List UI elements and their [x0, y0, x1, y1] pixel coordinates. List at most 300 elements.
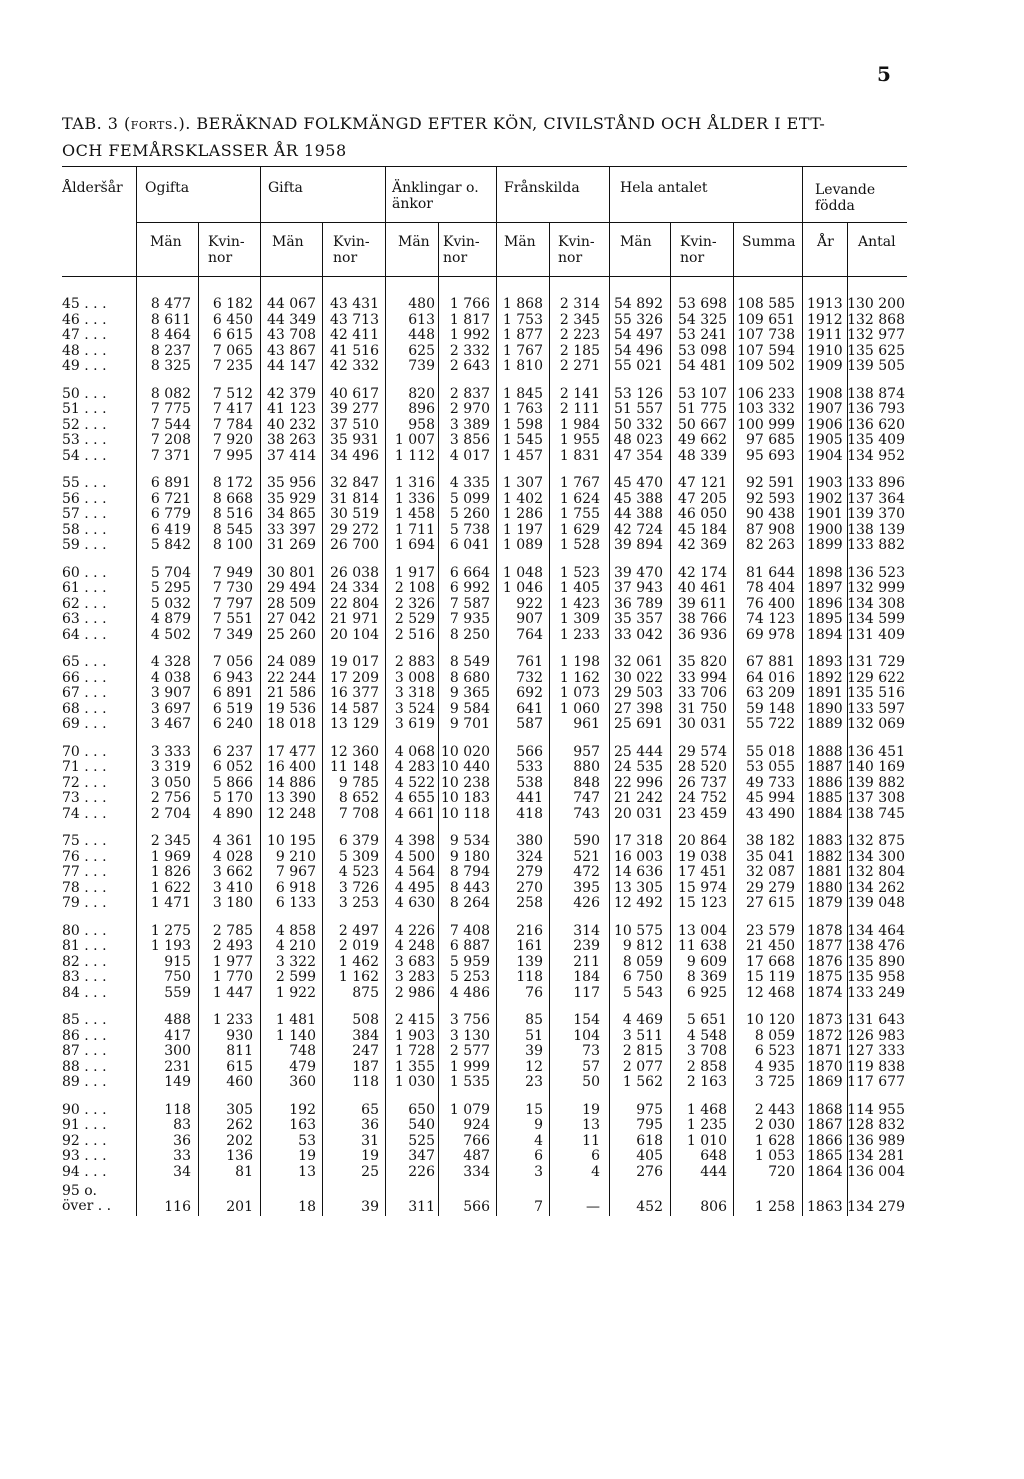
- age-label: 71 . . .: [62, 759, 107, 776]
- table-cell: 922: [516, 595, 543, 612]
- table-cell: 4: [534, 1132, 543, 1149]
- table-cell: 8 237: [150, 342, 191, 359]
- birth-year-cell: 1869: [807, 1074, 843, 1091]
- table-cell: 2 077: [622, 1058, 663, 1075]
- table-cell: 613: [408, 311, 435, 328]
- age-label: 75 . . .: [62, 833, 107, 849]
- table-cell: 13: [298, 1163, 316, 1180]
- birth-year-cell: 1910: [807, 342, 843, 359]
- age-label: 50 . . .: [62, 385, 107, 402]
- table-cell: 133 896: [847, 475, 905, 491]
- birth-year-cell: 1913: [807, 296, 843, 312]
- table-cell: 4 038: [150, 669, 191, 686]
- table-cell: 19: [361, 1148, 379, 1165]
- table-cell: 28 509: [267, 595, 316, 612]
- table-cell: 53 241: [678, 327, 727, 344]
- table-cell: 26 737: [678, 774, 727, 791]
- table-cell: 40 461: [678, 580, 727, 597]
- birth-year-cell: 1878: [807, 922, 843, 939]
- age-label: 91 . . .: [62, 1117, 107, 1134]
- table-cell: 4 248: [394, 938, 435, 955]
- table-cell: 3 319: [150, 759, 191, 776]
- age-label: 55 . . .: [62, 475, 107, 491]
- table-cell: 2 529: [394, 611, 435, 628]
- table-cell: 184: [573, 969, 600, 986]
- table-cell: 1 447: [212, 984, 253, 1001]
- age-label: 63 . . .: [62, 611, 107, 628]
- table-cell: 83: [173, 1117, 191, 1134]
- table-cell: 487: [463, 1148, 490, 1165]
- table-cell: 3 050: [150, 774, 191, 791]
- table-cell: 38 263: [267, 432, 316, 449]
- table-cell: 37 414: [267, 447, 316, 464]
- table-cell: 14 886: [267, 774, 316, 791]
- table-cell: 3 697: [150, 700, 191, 717]
- birth-year-cell: 1888: [807, 743, 843, 760]
- table-cell: 54 325: [678, 311, 727, 328]
- table-cell: 1 711: [394, 521, 435, 538]
- table-cell: 132 875: [847, 833, 905, 849]
- header-ar: År: [817, 234, 834, 250]
- table-cell: 1 316: [394, 475, 435, 491]
- table-cell: 35 931: [330, 432, 379, 449]
- table-cell: 262: [226, 1117, 253, 1134]
- table-cell: 732: [516, 669, 543, 686]
- table-cell: 625: [408, 342, 435, 359]
- table-cell: 53 098: [678, 342, 727, 359]
- table-cell: 8 443: [449, 879, 490, 896]
- table-cell: 137 308: [847, 790, 905, 807]
- table-cell: 540: [408, 1117, 435, 1134]
- table-cell: 139 048: [847, 895, 905, 912]
- table-cell: 750: [164, 969, 191, 986]
- table-cell: 615: [226, 1058, 253, 1075]
- table-cell: 18: [298, 1199, 316, 1215]
- birth-year-cell: 1882: [807, 848, 843, 865]
- table-cell: 97 685: [746, 432, 795, 449]
- table-cell: 13 004: [678, 922, 727, 939]
- table-cell: 22 996: [614, 774, 663, 791]
- table-cell: 51 557: [614, 401, 663, 418]
- table-cell: 92 591: [746, 475, 795, 491]
- table-cell: 54 892: [614, 296, 663, 312]
- table-cell: 6 237: [212, 743, 253, 760]
- table-cell: 6 779: [150, 506, 191, 523]
- table-cell: 16 003: [614, 848, 663, 865]
- table-cell: 8 369: [686, 969, 727, 986]
- table-cell: 2 141: [559, 385, 600, 402]
- table-cell: 6 615: [212, 327, 253, 344]
- table-cell: 15: [525, 1101, 543, 1118]
- table-cell: 149: [164, 1074, 191, 1091]
- table-cell: 74 123: [746, 611, 795, 628]
- table-cell: 19 017: [330, 654, 379, 670]
- birth-year-cell: 1889: [807, 716, 843, 733]
- table-cell: 1 977: [212, 953, 253, 970]
- birth-year-cell: 1866: [807, 1132, 843, 1149]
- age-label: 51 . . .: [62, 401, 107, 418]
- table-cell: 25 444: [614, 743, 663, 760]
- table-cell: 2 497: [338, 922, 379, 939]
- table-cell: 43 713: [330, 311, 379, 328]
- table-cell: 3 725: [754, 1074, 795, 1091]
- table-cell: 380: [516, 833, 543, 849]
- table-cell: 134 599: [847, 611, 905, 628]
- table-cell: 820: [408, 385, 435, 402]
- table-cell: 107 594: [737, 342, 795, 359]
- age-label: 62 . . .: [62, 595, 107, 612]
- table-cell: 28 520: [678, 759, 727, 776]
- birth-year-cell: 1898: [807, 564, 843, 581]
- table-cell: 59 148: [746, 700, 795, 717]
- table-cell: 4: [591, 1163, 600, 1180]
- table-cell: 163: [289, 1117, 316, 1134]
- header-summa: Summa: [742, 234, 796, 250]
- table-cell: 538: [516, 774, 543, 791]
- table-cell: 132 069: [847, 716, 905, 733]
- table-cell: 1 767: [502, 342, 543, 359]
- header-top-rule: [62, 166, 907, 167]
- table-cell: 9 180: [449, 848, 490, 865]
- table-cell: 5 170: [212, 790, 253, 807]
- table-cell: 48 023: [614, 432, 663, 449]
- table-cell: 27 398: [614, 700, 663, 717]
- table-cell: 7 784: [212, 416, 253, 433]
- title-line-2: OCH FEMÅRSKLASSER ÅR 1958: [62, 141, 347, 160]
- table-cell: 1 458: [394, 506, 435, 523]
- table-cell: 27 042: [267, 611, 316, 628]
- table-cell: 37 510: [330, 416, 379, 433]
- table-cell: 1 468: [686, 1101, 727, 1118]
- table-cell: 35 929: [267, 490, 316, 507]
- birth-year-cell: 1909: [807, 358, 843, 375]
- table-cell: 35 956: [267, 475, 316, 491]
- table-cell: 134 952: [847, 447, 905, 464]
- table-cell: 4 017: [449, 447, 490, 464]
- header-gifta: Gifta: [268, 180, 303, 196]
- age-label: 66 . . .: [62, 669, 107, 686]
- table-cell: 692: [516, 685, 543, 702]
- table-cell: 13: [582, 1117, 600, 1134]
- table-cell: 6 721: [150, 490, 191, 507]
- table-cell: 21 971: [330, 611, 379, 628]
- table-cell: 590: [573, 833, 600, 849]
- table-cell: 17 318: [614, 833, 663, 849]
- table-cell: 39: [525, 1043, 543, 1060]
- age-label: 58 . . .: [62, 521, 107, 538]
- table-cell: 8 325: [150, 358, 191, 375]
- table-cell: 2 314: [559, 296, 600, 312]
- table-cell: 479: [289, 1058, 316, 1075]
- birth-year-cell: 1891: [807, 685, 843, 702]
- table-cell: 38 182: [746, 833, 795, 849]
- table-cell: 6 891: [150, 475, 191, 491]
- header-antal: Antal: [858, 234, 896, 250]
- table-cell: 1 917: [394, 564, 435, 581]
- table-cell: 10 183: [441, 790, 490, 807]
- table-cell: 488: [164, 1012, 191, 1028]
- table-cell: 134 262: [847, 879, 905, 896]
- table-cell: 2 223: [559, 327, 600, 344]
- table-cell: 33 994: [678, 669, 727, 686]
- table-cell: 1 984: [559, 416, 600, 433]
- table-cell: 508: [352, 1012, 379, 1028]
- birth-year-cell: 1867: [807, 1117, 843, 1134]
- age-label: 61 . . .: [62, 580, 107, 597]
- table-cell: 10 118: [441, 805, 490, 822]
- table-cell: 6 664: [449, 564, 490, 581]
- table-cell: 161: [516, 938, 543, 955]
- table-cell: 29 574: [678, 743, 727, 760]
- table-cell: 2 756: [150, 790, 191, 807]
- table-cell: 1 030: [394, 1074, 435, 1091]
- table-cell: 15 123: [678, 895, 727, 912]
- table-cell: 4 361: [212, 833, 253, 849]
- birth-year-cell: 1875: [807, 969, 843, 986]
- table-cell: 53 698: [678, 296, 727, 312]
- table-cell: 24 752: [678, 790, 727, 807]
- age-label: 49 . . .: [62, 358, 107, 375]
- table-cell: 29 503: [614, 685, 663, 702]
- table-cell: 25: [361, 1163, 379, 1180]
- table-cell: 43 490: [746, 805, 795, 822]
- table-cell: 7 920: [212, 432, 253, 449]
- table-cell: 33 042: [614, 626, 663, 643]
- table-cell: 1 048: [502, 564, 543, 581]
- table-cell: 521: [573, 848, 600, 865]
- age-label: 87 . . .: [62, 1043, 107, 1060]
- table-cell: 21 242: [614, 790, 663, 807]
- table-cell: 19 038: [678, 848, 727, 865]
- table-cell: 1 624: [559, 490, 600, 507]
- header-gifta-nor: nor: [333, 250, 358, 266]
- table-cell: 587: [516, 716, 543, 733]
- table-cell: 47 121: [678, 475, 727, 491]
- table-cell: 2 815: [622, 1043, 663, 1060]
- table-cell: 2 883: [394, 654, 435, 670]
- table-cell: 7 544: [150, 416, 191, 433]
- table-cell: 1 755: [559, 506, 600, 523]
- table-cell: 460: [226, 1074, 253, 1091]
- table-cell: 3 283: [394, 969, 435, 986]
- table-cell: 452: [636, 1199, 663, 1215]
- table-cell: 7 235: [212, 358, 253, 375]
- table-cell: 30 031: [678, 716, 727, 733]
- table-cell: 5 099: [449, 490, 490, 507]
- table-cell: 136 620: [847, 416, 905, 433]
- table-cell: 139 505: [847, 358, 905, 375]
- table-cell: 4 398: [394, 833, 435, 849]
- table-cell: 118: [352, 1074, 379, 1091]
- table-cell: 29 272: [330, 521, 379, 538]
- table-cell: 4 890: [212, 805, 253, 822]
- age-label: 53 . . .: [62, 432, 107, 449]
- table-cell: 525: [408, 1132, 435, 1149]
- table-cell: 134 464: [847, 922, 905, 939]
- table-cell: 2 577: [449, 1043, 490, 1060]
- table-cell: 39 611: [678, 595, 727, 612]
- table-cell: 16 400: [267, 759, 316, 776]
- table-cell: 7 995: [212, 447, 253, 464]
- table-cell: 33 397: [267, 521, 316, 538]
- table-cell: 1 728: [394, 1043, 435, 1060]
- table-cell: 7 949: [212, 564, 253, 581]
- birth-year-cell: 1900: [807, 521, 843, 538]
- table-cell: 1 462: [338, 953, 379, 970]
- table-cell: 42 379: [267, 385, 316, 402]
- table-cell: 1 622: [150, 879, 191, 896]
- birth-year-cell: 1886: [807, 774, 843, 791]
- birth-year-cell: 1906: [807, 416, 843, 433]
- table-cell: 417: [164, 1027, 191, 1044]
- table-cell: 472: [573, 864, 600, 881]
- table-cell: 134 300: [847, 848, 905, 865]
- table-cell: 38 766: [678, 611, 727, 628]
- table-cell: 8 794: [449, 864, 490, 881]
- age-label: 57 . . .: [62, 506, 107, 523]
- table-cell: 216: [516, 922, 543, 939]
- table-cell: 1 471: [150, 895, 191, 912]
- table-cell: 8 059: [622, 953, 663, 970]
- table-cell: 2 163: [686, 1074, 727, 1091]
- table-cell: 12 468: [746, 984, 795, 1001]
- table-cell: 133 882: [847, 537, 905, 554]
- table-cell: 3 856: [449, 432, 490, 449]
- table-cell: 1 162: [338, 969, 379, 986]
- table-cell: 13 129: [330, 716, 379, 733]
- table-cell: 140 169: [847, 759, 905, 776]
- table-cell: 17 209: [330, 669, 379, 686]
- table-cell: 117: [573, 984, 600, 1001]
- table-cell: 49 662: [678, 432, 727, 449]
- table-cell: 33: [173, 1148, 191, 1165]
- table-cell: 87 908: [746, 521, 795, 538]
- table-cell: 4 469: [622, 1012, 663, 1028]
- table-cell: 20 864: [678, 833, 727, 849]
- table-cell: 3 333: [150, 743, 191, 760]
- birth-year-cell: 1899: [807, 537, 843, 554]
- table-cell: 1 528: [559, 537, 600, 554]
- birth-year-cell: 1879: [807, 895, 843, 912]
- table-cell: 9 812: [622, 938, 663, 955]
- table-cell: 85: [525, 1012, 543, 1028]
- table-cell: 3 130: [449, 1027, 490, 1044]
- table-cell: 6: [591, 1148, 600, 1165]
- table-cell: 958: [408, 416, 435, 433]
- table-cell: 896: [408, 401, 435, 418]
- table-cell: 3 318: [394, 685, 435, 702]
- age-label: 81 . . .: [62, 938, 107, 955]
- table-cell: 7 797: [212, 595, 253, 612]
- table-cell: 8 250: [449, 626, 490, 643]
- table-cell: 395: [573, 879, 600, 896]
- table-cell: 130 200: [847, 296, 905, 312]
- table-cell: 136: [226, 1148, 253, 1165]
- header-ankl-kvin: Kvin-: [443, 234, 480, 250]
- table-cell: 136 451: [847, 743, 905, 760]
- birth-year-cell: 1887: [807, 759, 843, 776]
- header-franskilda: Frånskilda: [504, 180, 580, 196]
- table-cell: 135 516: [847, 685, 905, 702]
- age-label: 93 . . .: [62, 1148, 107, 1165]
- table-cell: 3 662: [212, 864, 253, 881]
- table-cell: 1 286: [502, 506, 543, 523]
- table-cell: 314: [573, 922, 600, 939]
- table-cell: 3 619: [394, 716, 435, 733]
- table-cell: 114 955: [847, 1101, 905, 1118]
- table-cell: 9 701: [449, 716, 490, 733]
- table-cell: 109 651: [737, 311, 795, 328]
- header-gifta-kvin: Kvin-: [333, 234, 370, 250]
- table-cell: 43 708: [267, 327, 316, 344]
- table-cell: 4 548: [686, 1027, 727, 1044]
- table-cell: 65: [361, 1101, 379, 1118]
- table-cell: 7 730: [212, 580, 253, 597]
- table-cell: 9 785: [338, 774, 379, 791]
- table-cell: 134 308: [847, 595, 905, 612]
- table-cell: 8 516: [212, 506, 253, 523]
- table-cell: 22 804: [330, 595, 379, 612]
- table-cell: 92 593: [746, 490, 795, 507]
- table-cell: 32 847: [330, 475, 379, 491]
- age-label: 48 . . .: [62, 342, 107, 359]
- table-cell: 4 564: [394, 864, 435, 881]
- table-cell: 8 477: [150, 296, 191, 312]
- table-cell: 36: [361, 1117, 379, 1134]
- table-cell: 7 775: [150, 401, 191, 418]
- table-cell: 7 208: [150, 432, 191, 449]
- age-label: 59 . . .: [62, 537, 107, 554]
- birth-year-cell: 1872: [807, 1027, 843, 1044]
- table-cell: 2 493: [212, 938, 253, 955]
- table-cell: 138 139: [847, 521, 905, 538]
- table-cell: 19 536: [267, 700, 316, 717]
- table-cell: 7 371: [150, 447, 191, 464]
- table-cell: 6 891: [212, 685, 253, 702]
- table-cell: 51 775: [678, 401, 727, 418]
- table-cell: 3 708: [686, 1043, 727, 1060]
- table-cell: 103 332: [737, 401, 795, 418]
- table-cell: 7 512: [212, 385, 253, 402]
- col-divider: [802, 167, 803, 1216]
- header-hela-kvin: Kvin-: [680, 234, 717, 250]
- table-cell: 1 233: [559, 626, 600, 643]
- table-cell: 4 283: [394, 759, 435, 776]
- age-label: 52 . . .: [62, 416, 107, 433]
- table-cell: 5 253: [449, 969, 490, 986]
- table-cell: 2 837: [449, 385, 490, 402]
- birth-year-cell: 1873: [807, 1012, 843, 1028]
- table-cell: 4 502: [150, 626, 191, 643]
- table-cell: 8 545: [212, 521, 253, 538]
- table-title: [62, 110, 922, 164]
- birth-year-cell: 1894: [807, 626, 843, 643]
- table-cell: 11 638: [678, 938, 727, 955]
- table-cell: 129 622: [847, 669, 905, 686]
- table-cell: 2 785: [212, 922, 253, 939]
- table-cell: 17 668: [746, 953, 795, 970]
- table-cell: 806: [700, 1199, 727, 1215]
- table-cell: 13 390: [267, 790, 316, 807]
- table-cell: 6 450: [212, 311, 253, 328]
- table-cell: 8 172: [212, 475, 253, 491]
- table-cell: 55 722: [746, 716, 795, 733]
- table-cell: 5 704: [150, 564, 191, 581]
- table-cell: 2 516: [394, 626, 435, 643]
- table-cell: 106 233: [737, 385, 795, 402]
- table-cell: 55 021: [614, 358, 663, 375]
- table-cell: 6 133: [275, 895, 316, 912]
